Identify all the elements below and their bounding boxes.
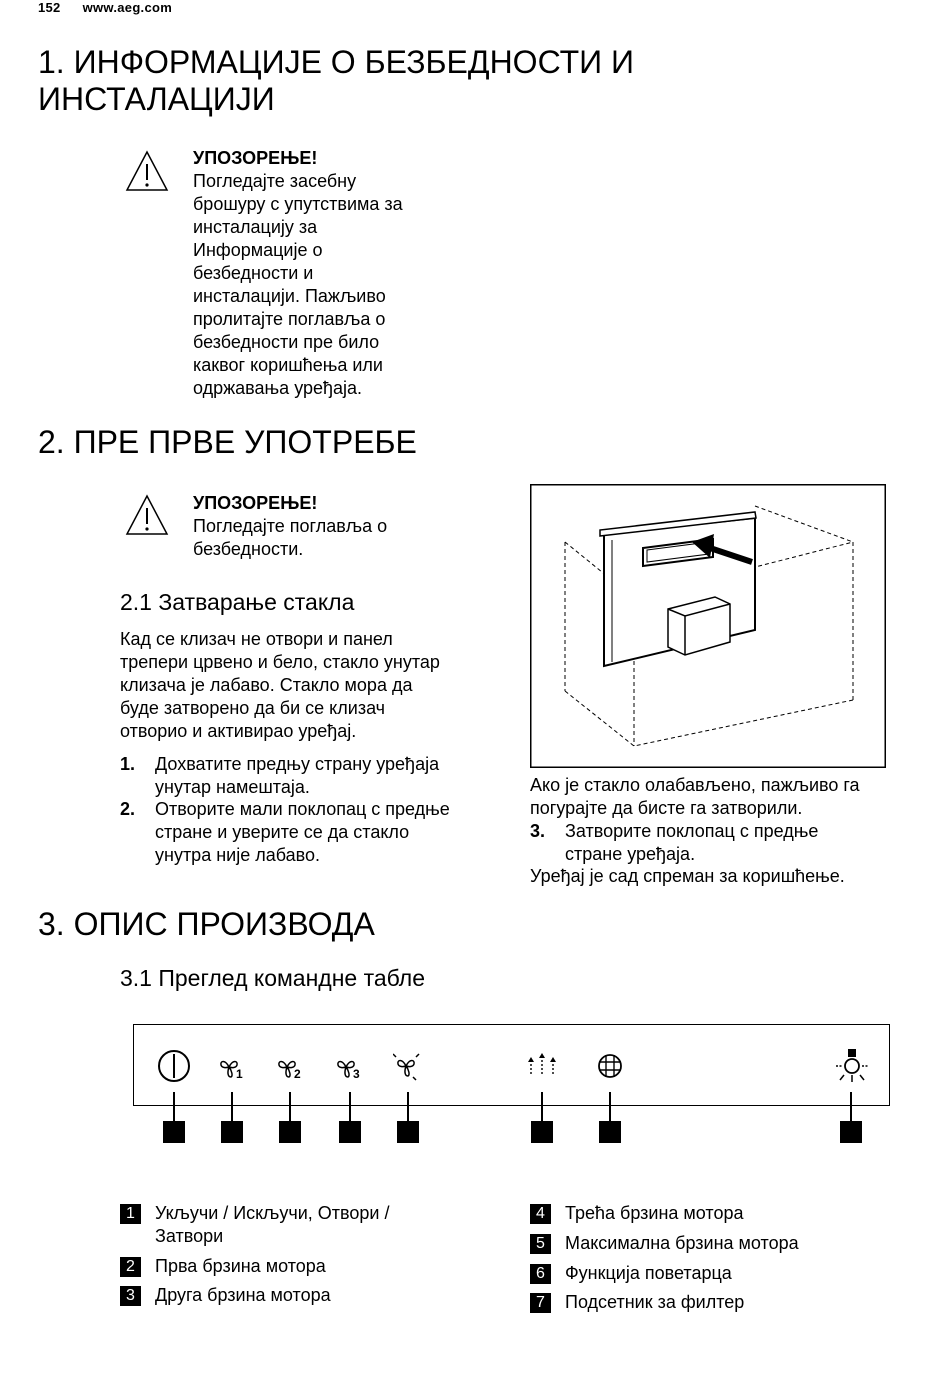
subsection-3-1-title: 3.1 Преглед командне табле <box>120 965 426 991</box>
power-icon[interactable] <box>156 1048 192 1084</box>
subsection-2-1-title: 2.1 Затварање стакла <box>120 589 355 615</box>
callout-line <box>407 1092 409 1122</box>
section-1-warning: УПОЗОРЕЊЕ! Погледајте засебну брошуру с упутствима за инсталацију за Информације о безбедности и инсталацији. Пажљиво пролитајте поглавља о безбедности пре било каквог коришћења или одржавања уређаја. <box>193 148 403 398</box>
callout-marker <box>221 1121 243 1143</box>
fan-speed-1-number: 1 <box>236 1067 243 1081</box>
callout-line <box>850 1092 852 1122</box>
breeze-icon[interactable] <box>527 1052 557 1078</box>
callout-marker <box>339 1121 361 1143</box>
ready-text: Уређај је сад спреман за коришћење. <box>530 866 845 886</box>
warning-triangle-icon <box>125 494 169 536</box>
step-3: 3. Затворите поклопац с предње стране уређаја. <box>530 821 819 864</box>
fan-speed-2-icon[interactable] <box>276 1055 306 1081</box>
after-figure-text: Ако је стакло олабављено, пажљиво га погурајте да бисте га затворили. <box>530 775 860 818</box>
callout-marker <box>397 1121 419 1143</box>
filter-icon[interactable] <box>596 1052 624 1080</box>
callout-marker <box>531 1121 553 1143</box>
section-2-title: 2. ПРЕ ПРВЕ УПОТРЕБЕ <box>38 424 417 460</box>
step-2: 2. Отворите мали поклопац с предње стране и уверите се да стакло унутра није лабаво. <box>120 799 450 865</box>
glass-closing-illustration <box>530 484 886 768</box>
light-icon[interactable] <box>834 1046 870 1084</box>
legend-item: 3 Друга брзина мотора <box>120 1284 480 1307</box>
fan-max-icon[interactable] <box>393 1053 423 1081</box>
fan-speed-2-number: 2 <box>294 1067 301 1081</box>
callout-line <box>289 1092 291 1122</box>
callout-marker <box>163 1121 185 1143</box>
legend-item: 1 Укључи / Искључи, Отвори / Затвори <box>120 1202 480 1248</box>
callout-line <box>609 1092 611 1122</box>
warning-triangle-icon <box>125 150 169 192</box>
page-number: 152 <box>38 0 61 15</box>
section-3-title: 3. ОПИС ПРОИЗВОДА <box>38 906 375 942</box>
callout-marker <box>840 1121 862 1143</box>
callout-line <box>231 1092 233 1122</box>
page-header <box>38 0 172 15</box>
legend-item: 5 Максимална брзина мотора <box>530 1232 890 1255</box>
legend-item: 7 Подсетник за филтер <box>530 1291 890 1314</box>
legend-item: 2 Прва брзина мотора <box>120 1255 480 1278</box>
section-2-warning: УПОЗОРЕЊЕ! Погледајте поглавља о безбедности. <box>193 493 388 559</box>
legend-item: 4 Трећа брзина мотора <box>530 1202 890 1225</box>
callout-line <box>349 1092 351 1122</box>
callout-line <box>173 1092 175 1122</box>
callout-marker <box>599 1121 621 1143</box>
glass-closing-intro: Кад се клизач не отвори и панел трепери црвено и бело, стакло унутар клизача је лабаво. Стакло мора да буде затворено да би се клизач отворио и активирао уређај. <box>120 629 440 741</box>
step-1: 1. Дохватите предњу страну уређаја унутар намештаја. <box>120 754 440 797</box>
legend-item: 6 Функција поветарца <box>530 1262 890 1285</box>
callout-marker <box>279 1121 301 1143</box>
fan-speed-3-number: 3 <box>353 1067 360 1081</box>
site-url: www.aeg.com <box>82 0 173 15</box>
fan-speed-1-icon[interactable] <box>218 1055 248 1081</box>
callout-line <box>541 1092 543 1122</box>
section-1-title: 1. ИНФОРМАЦИЈЕ О БЕЗБЕДНОСТИ И ИНСТАЛАЦИЈИ <box>38 44 635 117</box>
fan-speed-3-icon[interactable] <box>335 1055 365 1081</box>
